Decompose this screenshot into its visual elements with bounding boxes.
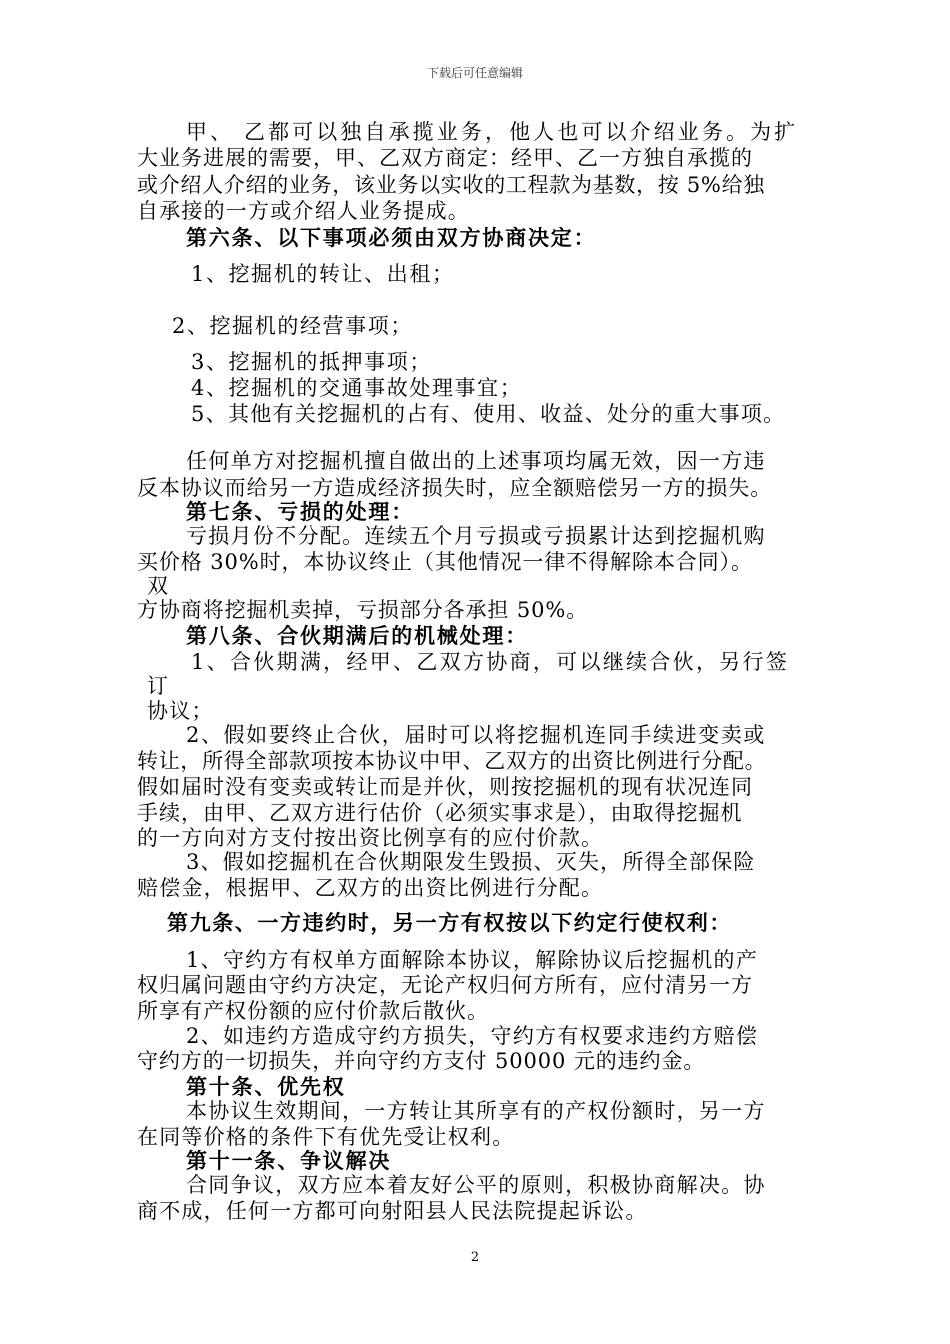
paragraph-line: 双 [147,574,168,598]
section-heading: 第九条、一方违约时，另一方有权按以下约定行使权利： [167,910,732,935]
list-item: 3、假如挖掘机在合伙期限发生毁损、灭失，所得全部保险 [186,850,756,874]
list-item: 4、挖掘机的交通事故处理事宜； [191,376,523,400]
paragraph-line: 本协议生效期间，一方转让其所享有的产权份额时，另一方 [186,1099,766,1123]
paragraph-line: 买价格 30%时，本协议终止（其他情况一律不得解除本合同）。 [137,550,753,574]
paragraph-line: 方协商将挖掘机卖掉，亏损部分各承担 50%。 [137,598,589,622]
paragraph-line: 在同等价格的条件下有优先受让权利。 [137,1125,515,1149]
paragraph-line: 自承接的一方或介绍人业务提成。 [137,199,470,223]
paragraph-line: 或介绍人介绍的业务，该业务以实收的工程款为基数，按 5%给独 [137,173,765,197]
page-header: 下载后可任意编辑 [426,66,523,80]
list-item: 1、守约方有权单方面解除本协议，解除协议后挖掘机的产 [186,948,759,972]
paragraph-line: 任何单方对挖掘机擅自做出的上述事项均属无效，因一方违 [186,449,766,473]
section-heading: 第十条、优先权 [186,1074,346,1099]
list-item: 2、如违约方造成守约方损失，守约方有权要求违约方赔偿 [186,1024,759,1048]
list-item: 2、挖掘机的经营事项； [172,314,413,338]
paragraph-line: 订 [147,674,168,698]
list-item: 2、假如要终止合伙，届时可以将挖掘机连同手续进变卖或 [186,723,766,747]
paragraph-line: 协议； [147,699,214,723]
paragraph-line: 假如届时没有变卖或转让而是并伙，则按挖掘机的现有状况连同 [137,775,753,799]
paragraph-line: 守约方的一切损失，并向守约方支付 50000 元的违约金。 [137,1049,706,1073]
paragraph-line: 亏损月份不分配。连续五个月亏损或亏损累计达到挖掘机购 [186,524,766,548]
section-heading: 第八条、合伙期满后的机械处理： [186,623,528,648]
list-item: 1、合伙期满，经甲、乙双方协商，可以继续合伙，另行签 [191,650,790,674]
section-heading: 第七条、亏损的处理： [186,499,414,524]
paragraph-line: 转让，所得全部款项按本协议中甲、乙双方的出资比例进行分配。 [137,749,767,773]
paragraph-line: 商不成，任何一方都可向射阳县人民法院提起诉讼。 [137,1199,648,1223]
list-item: 1、挖掘机的转让、出租； [191,262,455,286]
paragraph-line: 所享有产权份额的应付价款后散伙。 [137,999,489,1023]
paragraph-line: 反本协议而给另一方造成经济损失时，应全额赔偿另一方的损失。 [137,476,773,500]
paragraph-line: 的一方向对方支付按出资比例享有的应付价款。 [137,826,604,850]
section-heading: 第六条、以下事项必须由双方协商决定： [186,225,597,250]
paragraph-line: 手续，由甲、乙双方进行估价（必须实事求是），由取得挖掘机 [137,801,743,825]
paragraph-line: 合同争议，双方应本着友好公平的原则，积极协商解决。协 [186,1173,766,1197]
paragraph-line: 大业务进展的需要，甲、乙双方商定：经甲、乙一方独自承揽的 [137,146,753,170]
section-heading: 第十一条、争议解决 [186,1148,392,1173]
paragraph-line: 赔偿金，根据甲、乙双方的出资比例进行分配。 [137,876,604,900]
list-item: 3、挖掘机的抵押事项； [191,350,432,374]
paragraph-line: 权归属问题由守约方决定，无论产权归何方所有，应付清另一方 [137,973,753,997]
list-item: 5、其他有关挖掘机的占有、使用、收益、处分的重大事项。 [191,402,786,426]
paragraph-line: 甲、 乙都可以独自承揽业务，他人也可以介绍业务。为扩 [186,120,799,144]
page-number: 2 [470,1250,480,1265]
